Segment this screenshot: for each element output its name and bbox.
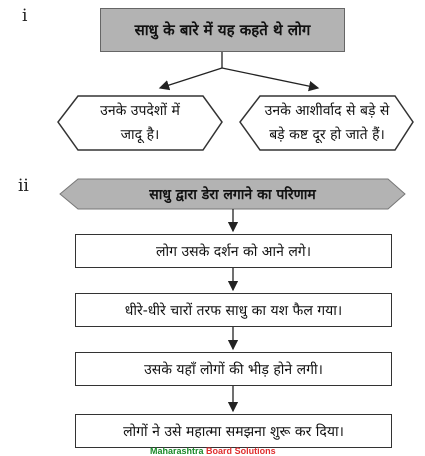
arrow-right [222,68,318,88]
arrow-left [160,68,222,88]
section-marker-ii: ii [18,176,29,196]
left-point-line-1: उनके उपदेशों में [100,103,180,119]
hexagon-right-text [244,96,410,150]
step-box-2: धीरे-धीरे चारों तरफ साधु का यश फैल गया। [75,293,392,327]
watermark: Maharashtra Board Solutions [150,446,276,456]
section-marker-i: i [22,6,28,26]
step-box-1: लोग उसके दर्शन को आने लगे। [75,234,392,268]
step-box-3: उसके यहाँ लोगों की भीड़ होने लगी। [75,352,392,386]
step-box-4: लोगों ने उसे महात्मा समझना शुरू कर दिया। [75,414,392,448]
left-point-line-2: जादू है। [120,127,160,143]
hexagon-left-text [62,96,218,150]
section-ii-heading: साधु द्वारा डेरा लगाने का परिणाम [149,186,316,203]
right-point-line-1: उनके आशीर्वाद से बड़े से [264,103,390,119]
right-point-line-2: बड़े कष्ट दूर हो जाते हैं। [269,127,385,143]
section-i-heading: साधु के बारे में यह कहते थे लोग [100,8,345,52]
